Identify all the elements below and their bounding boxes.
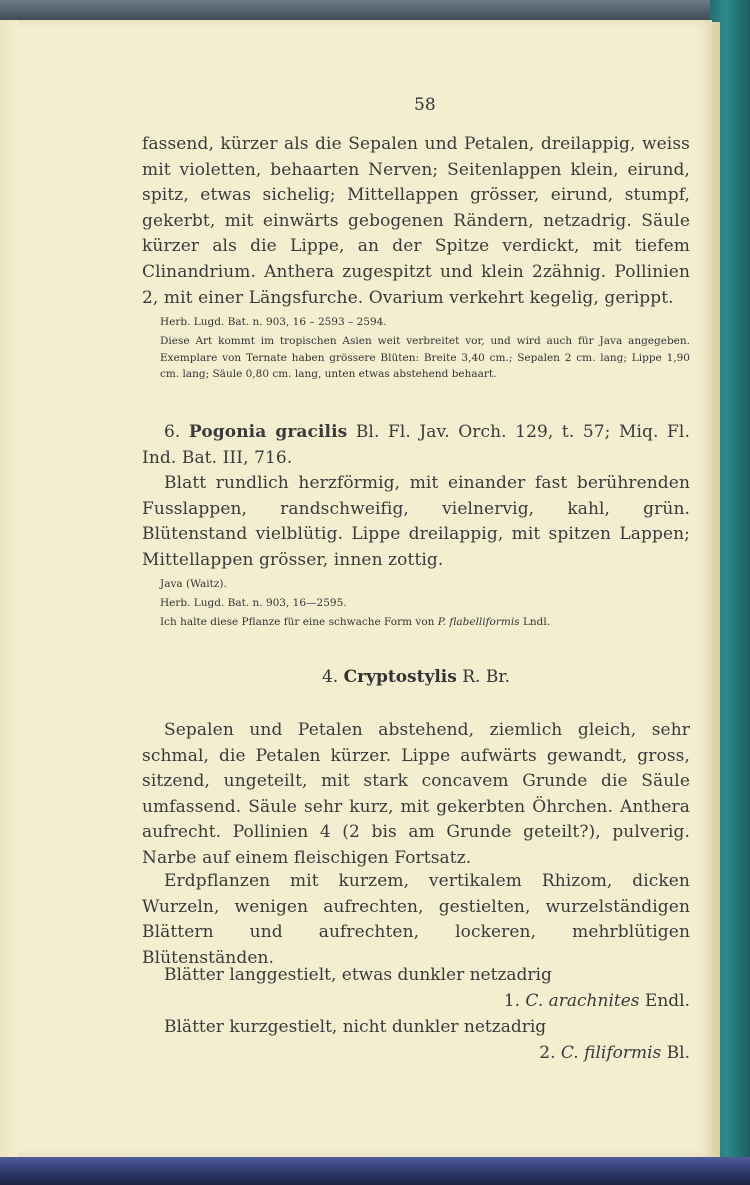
key-result-1 <box>142 991 690 1011</box>
description-paragraph-1: fassend, kürzer als die Sepalen und Petalen, dreilappig, weiss mit violetten, behaarten Nerven; Seitenlappen klein, eirund, spitz, etwas sichelig; Mittellappen grösser, eirund, stumpf, gekerbt, mit einwärts gebogenen Rändern, netzadrig. Säule kürzer als die Lippe, an der Spitze verdickt, mit tiefem Clinandrium. Anthera zugespitzt und klein 2zähnig. Pollinien 2, mit einer Längsfurche. Ovarium verkehrt kegelig, gerippt. <box>142 134 690 308</box>
note-paragraph-1: Diese Art kommt im tropischen Asien weit verbreitet vor, und wird auch für Java angegeben. Exemplare von Ternate haben grössere Blüten: Breite 3,40 cm.; Sepalen 2 cm. lang; Lippe 1,90 cm. lang; Säule 0,80 cm. lang, unten etwas abstehend behaart. <box>160 335 690 380</box>
genus-name: Cryptostylis <box>343 667 457 687</box>
species-6-entry <box>142 420 690 471</box>
note-2-prefix: Ich halte diese Pflanze für eine schwache Form von <box>160 616 435 628</box>
description-paragraph-4: Erdpflanzen mit kurzem, vertikalem Rhizom, dicken Wurzeln, wenigen aufrechten, gestielten, wurzelständigen Blättern und aufrechten, lockeren, mehrblütigen Blütenständen. <box>142 871 690 968</box>
genus-heading <box>142 667 690 687</box>
key-1-species: C. arachnites <box>525 991 640 1011</box>
species-6-citation: Bl. Fl. Jav. Orch. 129, t. 57; Miq. Fl. Ind. Bat. III, 716. <box>142 422 690 468</box>
key-2-number: 2. <box>539 1043 556 1063</box>
book-page <box>0 20 712 1157</box>
key-line-1: Blätter langgestielt, etwas dunkler netzadrig <box>164 965 552 985</box>
herbarium-reference-2: Herb. Lugd. Bat. n. 903, 16—2595. <box>160 597 347 609</box>
key-1-number: 1. <box>503 991 521 1011</box>
key-result-2 <box>142 1043 690 1063</box>
species-6-name: Pogonia gracilis <box>188 422 348 442</box>
key-line-2: Blätter kurzgestielt, nicht dunkler netzadrig <box>164 1017 547 1037</box>
description-paragraph-3: Sepalen und Petalen abstehend, ziemlich gleich, sehr schmal, die Petalen kürzer. Lippe aufwärts gewandt, gross, sitzend, ungeteilt, mit stark concavem Grunde die Säule umfassend. Säule sehr kurz, mit gekerbten Öhrchen. Anthera aufrecht. Pollinien 4 (2 bis am Grunde geteilt?), pulverig. Narbe auf einem fleischigen Fortsatz. <box>142 720 690 868</box>
herbarium-reference-1: Herb. Lugd. Bat. n. 903, 16 – 2593 – 2594. <box>160 316 387 328</box>
gutter-strip <box>0 20 18 1157</box>
description-paragraph-2: Blatt rundlich herzförmig, mit einander fast berührenden Fusslappen, randschweifig, vielnervig, kahl, grün. Blütenstand vielblütig. Lippe dreilappig, mit spitzen Lappen; Mittellappen grösser, innen zottig. <box>142 473 690 570</box>
note-paragraph-2 <box>160 614 690 631</box>
book-cover-top <box>0 0 750 22</box>
locality-2: Java (Waitz). <box>160 578 227 590</box>
note-2-species: P. flabelliformis <box>437 616 520 628</box>
species-6-number: 6. <box>164 422 181 442</box>
genus-number: 4. <box>321 667 339 687</box>
key-1-author: Endl. <box>644 991 690 1011</box>
book-cover-bottom <box>0 1157 750 1185</box>
note-2-suffix: Lndl. <box>522 616 551 628</box>
genus-author: R. Br. <box>462 667 511 687</box>
key-2-species: C. filiformis <box>560 1043 662 1063</box>
key-2-author: Bl. <box>666 1043 690 1063</box>
page-number: 58 <box>414 95 436 115</box>
